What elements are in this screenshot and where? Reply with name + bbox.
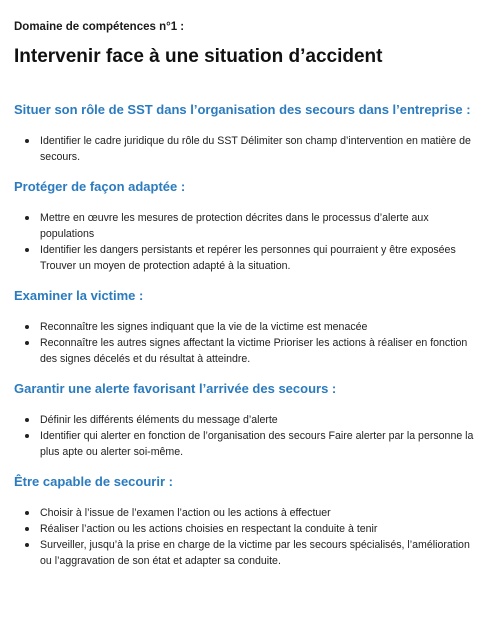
section-heading: Garantir une alerte favorisant l’arrivée des secours : <box>14 381 337 396</box>
list-item <box>40 133 483 165</box>
bullet-icon <box>25 511 29 515</box>
bullet-icon <box>25 418 29 422</box>
list-item-text: Réaliser l’action ou les actions choisies en respectant la conduite à tenir <box>40 523 378 535</box>
list-item <box>40 412 483 428</box>
list-item-text: Surveiller, jusqu’à la prise en charge de la victime par les secours spécialisés, l’amélioration ou l’aggravation de son état et adapter sa conduite. <box>40 539 470 567</box>
list-item-text: Identifier qui alerter en fonction de l’organisation des secours Faire alerter par la personne la plus apte ou alerter soi-même. <box>40 430 474 458</box>
list-item-text: Définir les différents éléments du message d’alerte <box>40 414 278 426</box>
bullet-list <box>14 133 483 165</box>
bullet-icon <box>25 434 29 438</box>
list-item-text: Identifier le cadre juridique du rôle du SST Délimiter son champ d’intervention en matière de secours. <box>40 135 471 163</box>
list-item <box>40 335 483 367</box>
bullet-icon <box>25 139 29 143</box>
bullet-icon <box>25 341 29 345</box>
section-examiner <box>14 288 483 367</box>
section-heading: Protéger de façon adaptée : <box>14 179 186 194</box>
section-heading: Examiner la victime : <box>14 288 144 303</box>
list-item <box>40 428 483 460</box>
domain-label: Domaine de compétences n°1 : <box>14 21 185 33</box>
bullet-list <box>14 319 483 367</box>
bullet-icon <box>25 325 29 329</box>
section-secourir <box>14 474 483 569</box>
list-item <box>40 505 483 521</box>
list-item <box>40 319 483 335</box>
list-item <box>40 521 483 537</box>
list-item-text: Reconnaître les autres signes affectant la victime Prioriser les actions à réaliser en fonction des signes décelés et du résultat à atteindre. <box>40 337 468 365</box>
list-item <box>40 242 483 274</box>
bullet-list <box>14 505 483 569</box>
section-alerte <box>14 381 483 460</box>
list-item-text: Identifier les dangers persistants et repérer les personnes qui pourraient y être exposées Trouver un moyen de protection adapté à la situation. <box>40 244 456 272</box>
list-item-text: Mettre en œuvre les mesures de protection décrites dans le processus d’alerte aux populations <box>40 212 429 240</box>
list-item-text: Choisir à l’issue de l’examen l’action ou les actions à effectuer <box>40 507 331 519</box>
bullet-icon <box>25 248 29 252</box>
bullet-list <box>14 412 483 460</box>
list-item <box>40 210 483 242</box>
section-role-sst <box>14 102 483 165</box>
list-item <box>40 537 483 569</box>
list-item-text: Reconnaître les signes indiquant que la vie de la victime est menacée <box>40 321 368 333</box>
bullet-list <box>14 210 483 274</box>
bullet-icon <box>25 527 29 531</box>
bullet-icon <box>25 543 29 547</box>
section-heading: Être capable de secourir : <box>14 474 173 489</box>
page-title: Intervenir face à une situation d’accident <box>14 46 383 67</box>
bullet-icon <box>25 216 29 220</box>
section-heading: Situer son rôle de SST dans l’organisation des secours dans l’entreprise : <box>14 102 471 117</box>
section-proteger <box>14 179 483 274</box>
